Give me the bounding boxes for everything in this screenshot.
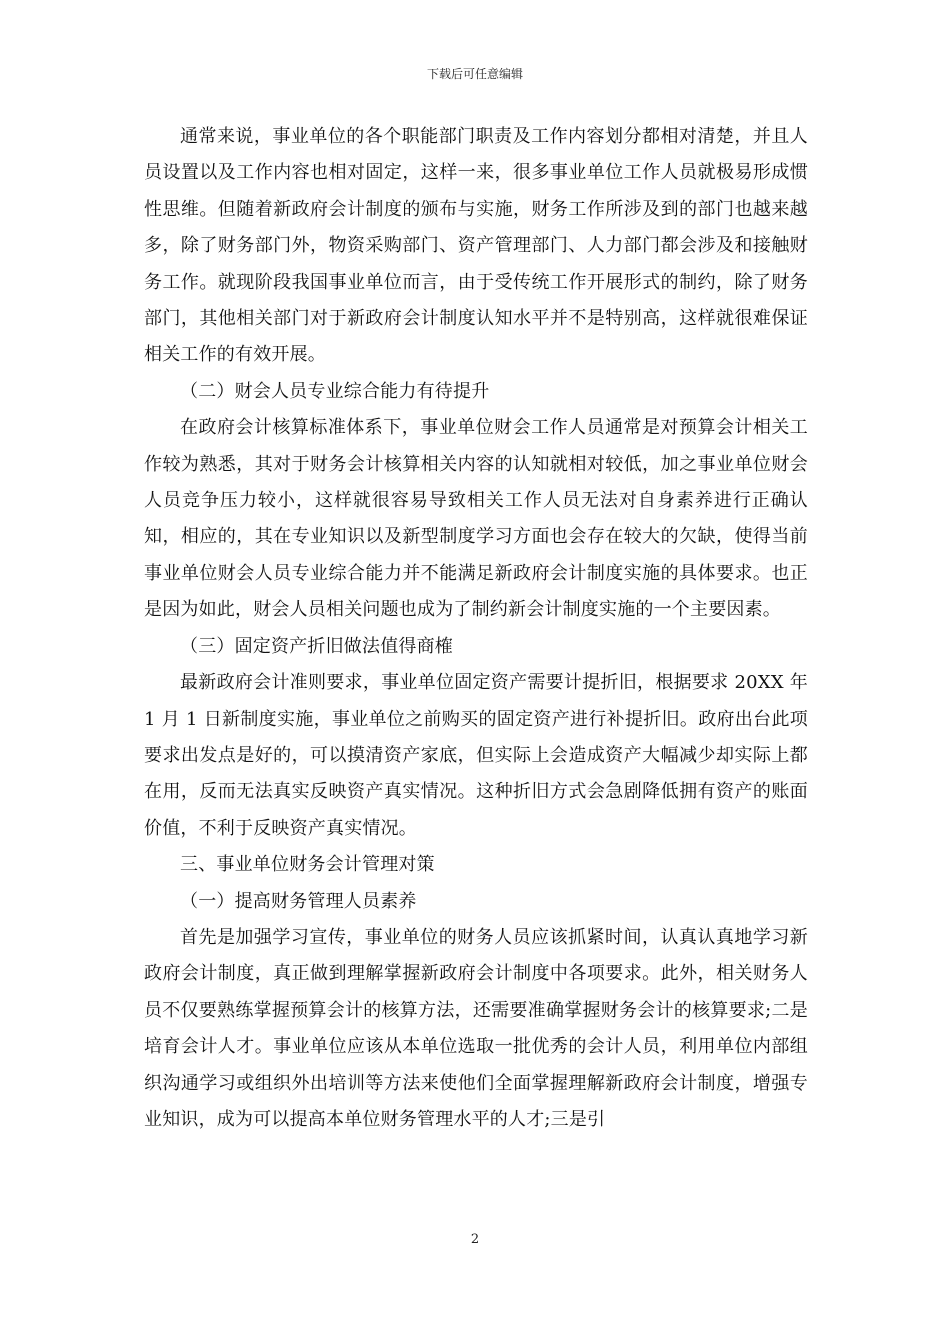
paragraph: 通常来说，事业单位的各个职能部门职责及工作内容划分都相对清楚，并且人员设置以及工作内容也相对固定，这样一来，很多事业单位工作人员就极易形成惯性思维。但随着新政府会计制度的颁布与实施，财务工作所涉及到的部门也越来越多，除了财务部门外，物资采购部门、资产管理部门、人力部门都会涉及和接触财务工作。就现阶段我国事业单位而言，由于受传统工作开展形式的制约，除了财务部门，其他相关部门对于新政府会计制度认知水平并不是特别高，这样就很难保证相关工作的有效开展。 xyxy=(144,126,808,366)
page-number: 2 xyxy=(470,1232,480,1247)
section-heading: 三、事业单位财务会计管理对策 xyxy=(180,854,435,876)
paragraph: 首先是加强学习宣传，事业单位的财务人员应该抓紧时间，认真认真地学习新政府会计制度，真正做到理解掌握新政府会计制度中各项要求。此外，相关财务人员不仅要熟练掌握预算会计的核算方法，还需要准确掌握财务会计的核算要求;二是培育会计人才。事业单位应该从本单位选取一批优秀的会计人员，利用单位内部组织沟通学习或组织外出培训等方法来使他们全面掌握理解新政府会计制度，增强专业知识，成为可以提高本单位财务管理水平的人才;三是引 xyxy=(144,926,808,1130)
section-heading: （三）固定资产折旧做法值得商榷 xyxy=(180,635,453,657)
page-header: 下载后可任意编辑 xyxy=(426,67,523,81)
section-heading: （一）提高财务管理人员素养 xyxy=(180,890,417,912)
paragraph: 最新政府会计准则要求，事业单位固定资产需要计提折旧，根据要求 20XX 年 1 月 1 日新制度实施，事业单位之前购买的固定资产进行补提折旧。政府出台此项要求出发点是好的，可以摸清资产家底，但实际上会造成资产大幅减少却实际上都在用，反而无法真实反映资产真实情况。这种折旧方式会急剧降低拥有资产的账面价值，不利于反映资产真实情况。 xyxy=(144,672,808,839)
paragraph: 在政府会计核算标准体系下，事业单位财会工作人员通常是对预算会计相关工作较为熟悉，其对于财务会计核算相关内容的认知就相对较低，加之事业单位财会人员竞争压力较小，这样就很容易导致相关工作人员无法对自身素养进行正确认知，相应的，其在专业知识以及新型制度学习方面也会存在较大的欠缺，使得当前事业单位财会人员专业综合能力并不能满足新政府会计制度实施的具体要求。也正是因为如此，财会人员相关问题也成为了制约新会计制度实施的一个主要因素。 xyxy=(144,417,808,621)
document-body xyxy=(144,119,808,1138)
section-heading: （二）财会人员专业综合能力有待提升 xyxy=(180,380,490,402)
